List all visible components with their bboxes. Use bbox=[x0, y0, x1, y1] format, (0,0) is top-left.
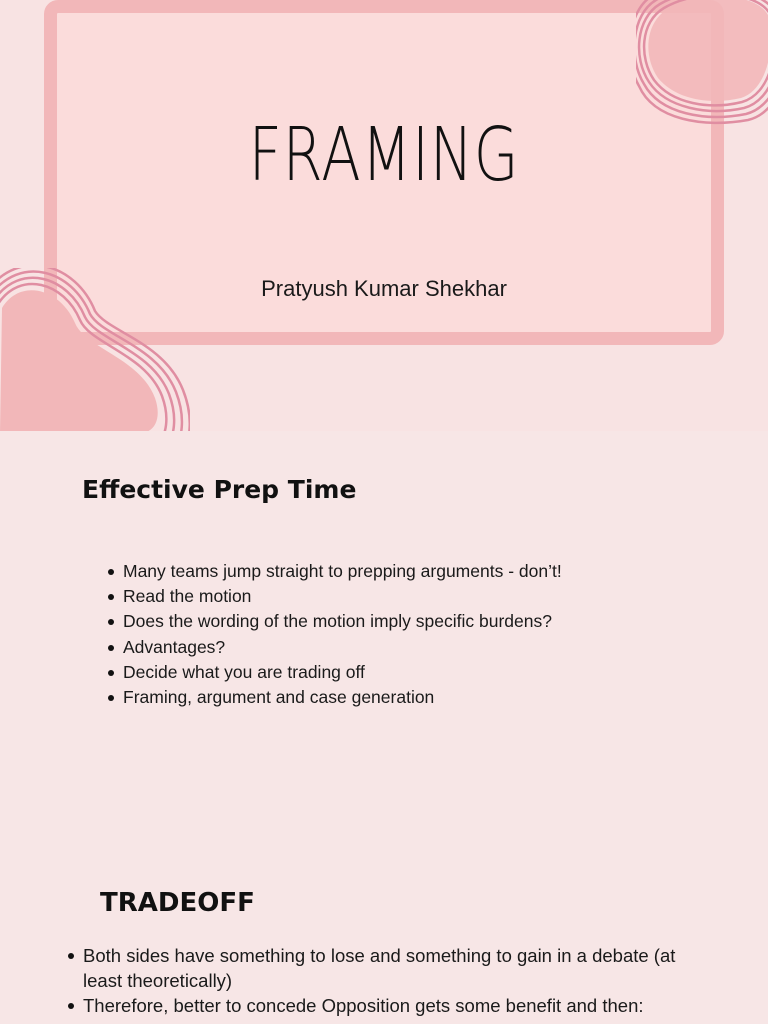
title-slide bbox=[0, 0, 768, 431]
list-item: Many teams jump straight to prepping arguments - don’t! bbox=[106, 559, 562, 584]
list-item: Read the motion bbox=[106, 584, 562, 609]
list-item: Framing, argument and case generation bbox=[106, 685, 562, 710]
bottom-left-swirl-decoration bbox=[0, 268, 190, 431]
list-item: Therefore, better to concede Opposition gets some benefit and then: bbox=[66, 993, 706, 1018]
list-item: Does the wording of the motion imply specific burdens? bbox=[106, 609, 562, 634]
section-heading-tradeoff: TRADEOFF bbox=[100, 888, 255, 918]
list-item: Both sides have something to lose and something to gain in a debate (at least theoretically) bbox=[66, 943, 706, 993]
content-slide bbox=[0, 431, 768, 1024]
section-heading-prep-time: Effective Prep Time bbox=[82, 475, 357, 504]
author-name: Pratyush Kumar Shekhar bbox=[261, 276, 507, 301]
slide-title: FRAMING bbox=[248, 112, 520, 198]
list-item: Advantages? bbox=[106, 635, 562, 660]
prep-time-bullet-list bbox=[106, 559, 562, 710]
list-item: Decide what you are trading off bbox=[106, 660, 562, 685]
tradeoff-bullet-list bbox=[66, 943, 706, 1018]
